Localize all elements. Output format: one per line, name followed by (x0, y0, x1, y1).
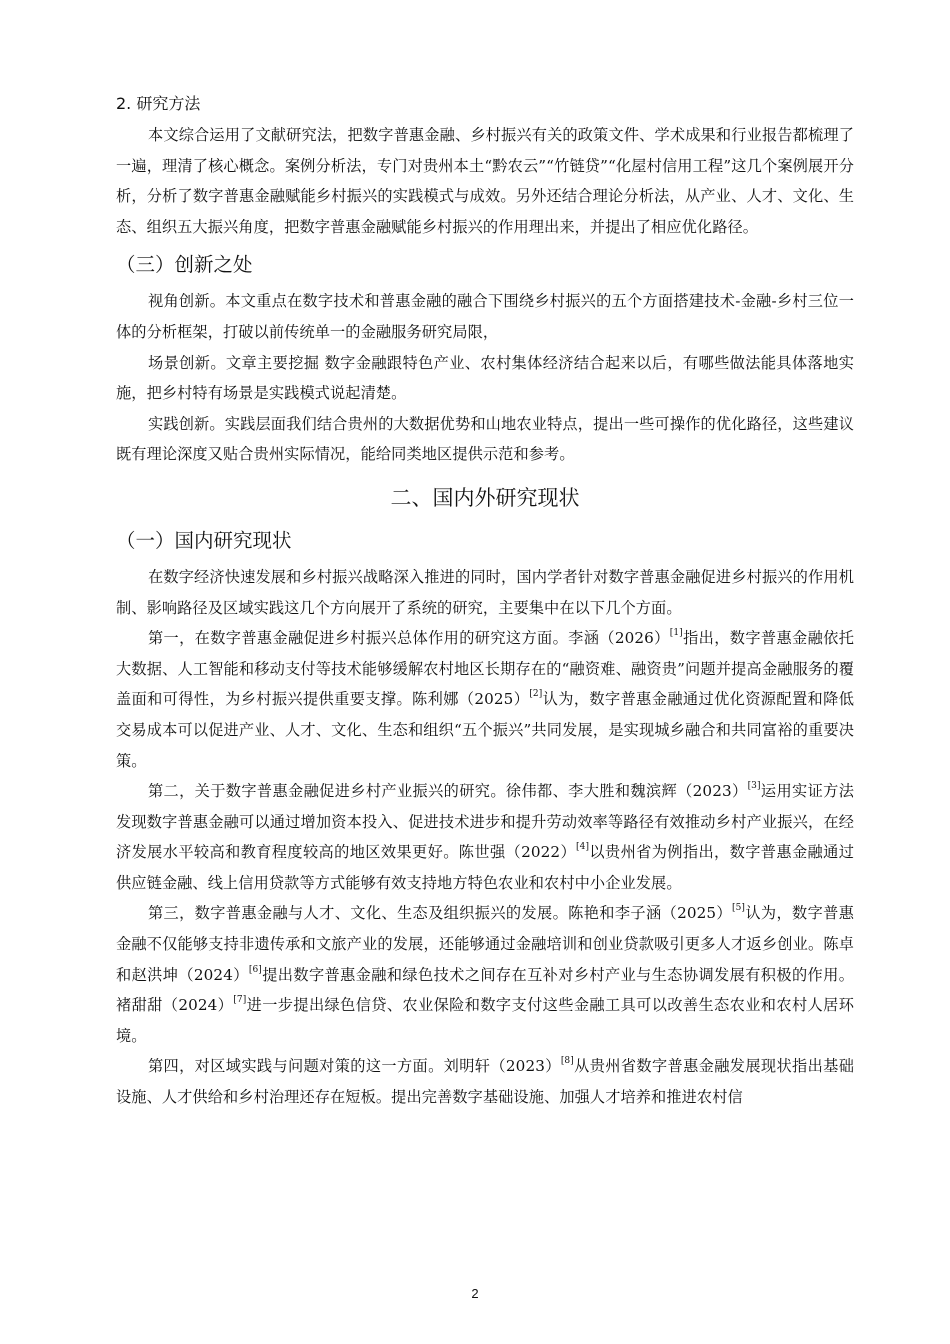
page-number: 2 (471, 1286, 479, 1301)
domestic-paragraph-second (116, 776, 854, 898)
paragraph-text: 第二，关于数字普惠金融促进乡村产业振兴的研究。徐伟都、李大胜和魏滨辉（2023） (148, 782, 748, 801)
citation-ref: [4] (576, 842, 590, 853)
citation-ref: [7] (233, 995, 247, 1006)
innovation-paragraph-scenario: 场景创新。文章主要挖掘 数字金融跟特色产业、农村集体经济结合起来以后，有哪些做法能具体落地实施，把乡村特有场景是实践模式说起清楚。 (116, 353, 854, 403)
innovation-paragraph-practice: 实践创新。实践层面我们结合贵州的大数据优势和山地农业特点，提出一些可操作的优化路径，这些建议既有理论深度又贴合贵州实际情况，能给同类地区提供示范和参考。 (116, 414, 854, 464)
paragraph-text: 认为，数字普惠金融不仅能够支持非遗传承和文旅产业的发展，还能够通过金融培训和创业贷款吸引更多人才返乡创业。陈卓和赵洪坤（2024） (116, 904, 854, 984)
section-heading-innovation: （三）创新之处 (116, 253, 253, 277)
paragraph-text: 运用实证方法发现数字普惠金融可以通过增加资本投入、促进技术进步和提升劳动效率等路径有效推动乡村产业振兴，在经济发展水平较高和教育程度较高的地区效果更好。陈世强（2022） (116, 782, 854, 862)
paragraph-text: 从贵州省数字普惠金融发展现状指出基础设施、人才供给和乡村治理还存在短板。提出完善数字基础设施、加强人才培养和推进农村信 (116, 1057, 854, 1107)
domestic-paragraph-fourth (116, 1051, 854, 1112)
citation-ref: [1] (669, 628, 683, 639)
section-heading-method: 2. 研究方法 (116, 94, 201, 113)
method-paragraph: 本文综合运用了文献研究法，把数字普惠金融、乡村振兴有关的政策文件、学术成果和行业报告都梳理了一遍，理清了核心概念。案例分析法，专门对贵州本土“黔农云”“竹链贷”“化屋村信用工程”这几个案例展开分析，分析了数字普惠金融赋能乡村振兴的实践模式与成效。另外还结合理论分析法，从产业、人才、文化、生态、组织五大振兴角度，把数字普惠金融赋能乡村振兴的作用理出来，并提出了相应优化路径。 (116, 126, 854, 236)
citation-ref: [2] (529, 689, 543, 700)
paragraph-text: 认为，数字普惠金融通过优化资源配置和降低交易成本可以促进产业、人才、文化、生态和组织“五个振兴”共同发展，是实现城乡融合和共同富裕的重要决策。 (116, 690, 855, 770)
domestic-paragraph-third (116, 898, 854, 1051)
citation-ref: [5] (732, 903, 746, 914)
domestic-paragraph-first (116, 623, 854, 776)
citation-ref: [6] (248, 964, 262, 975)
paragraph-text: 第三，数字普惠金融与人才、文化、生态及组织振兴的发展。陈艳和李子涵（2025） (148, 904, 732, 923)
citation-ref: [3] (747, 781, 761, 792)
paragraph-text: 以贵州省为例指出，数字普惠金融通过供应链金融、线上信用贷款等方式能够有效支持地方特色农业和农村中小企业发展。 (116, 843, 854, 892)
chapter-title: 二、国内外研究现状 (390, 485, 580, 510)
innovation-paragraph-perspective: 视角创新。本文重点在数字技术和普惠金融的融合下围绕乡村振兴的五个方面搭建技术-金融-乡村三位一体的分析框架，打破以前传统单一的金融服务研究局限， (116, 292, 854, 341)
citation-ref: [8] (560, 1056, 574, 1067)
paragraph-text: 提出数字普惠金融和绿色技术之间存在互补对乡村产业与生态协调发展有积极的作用。褚甜甜（2024） (116, 965, 854, 1015)
domestic-intro-paragraph: 在数字经济快速发展和乡村振兴战略深入推进的同时，国内学者针对数字普惠金融促进乡村振兴的作用机制、影响路径及区域实践这几个方向展开了系统的研究，主要集中在以下几个方面。 (116, 567, 854, 617)
page-content (116, 88, 854, 1113)
paragraph-text: 指出，数字普惠金融依托大数据、人工智能和移动支付等技术能够缓解农村地区长期存在的“融资难、融资贵”问题并提高金融服务的覆盖面和可得性，为乡村振兴提供重要支撑。陈利娜（2025） (116, 629, 854, 709)
paragraph-text: 进一步提出绿色信贷、农业保险和数字支付这些金融工具可以改善生态农业和农村人居环境。 (116, 996, 854, 1045)
paragraph-text: 第一，在数字普惠金融促进乡村振兴总体作用的研究这方面。李涵（2026） (148, 629, 670, 648)
section-heading-domestic: （一）国内研究现状 (116, 528, 292, 552)
paragraph-text: 第四，对区域实践与问题对策的这一方面。刘明轩（2023） (148, 1057, 561, 1076)
